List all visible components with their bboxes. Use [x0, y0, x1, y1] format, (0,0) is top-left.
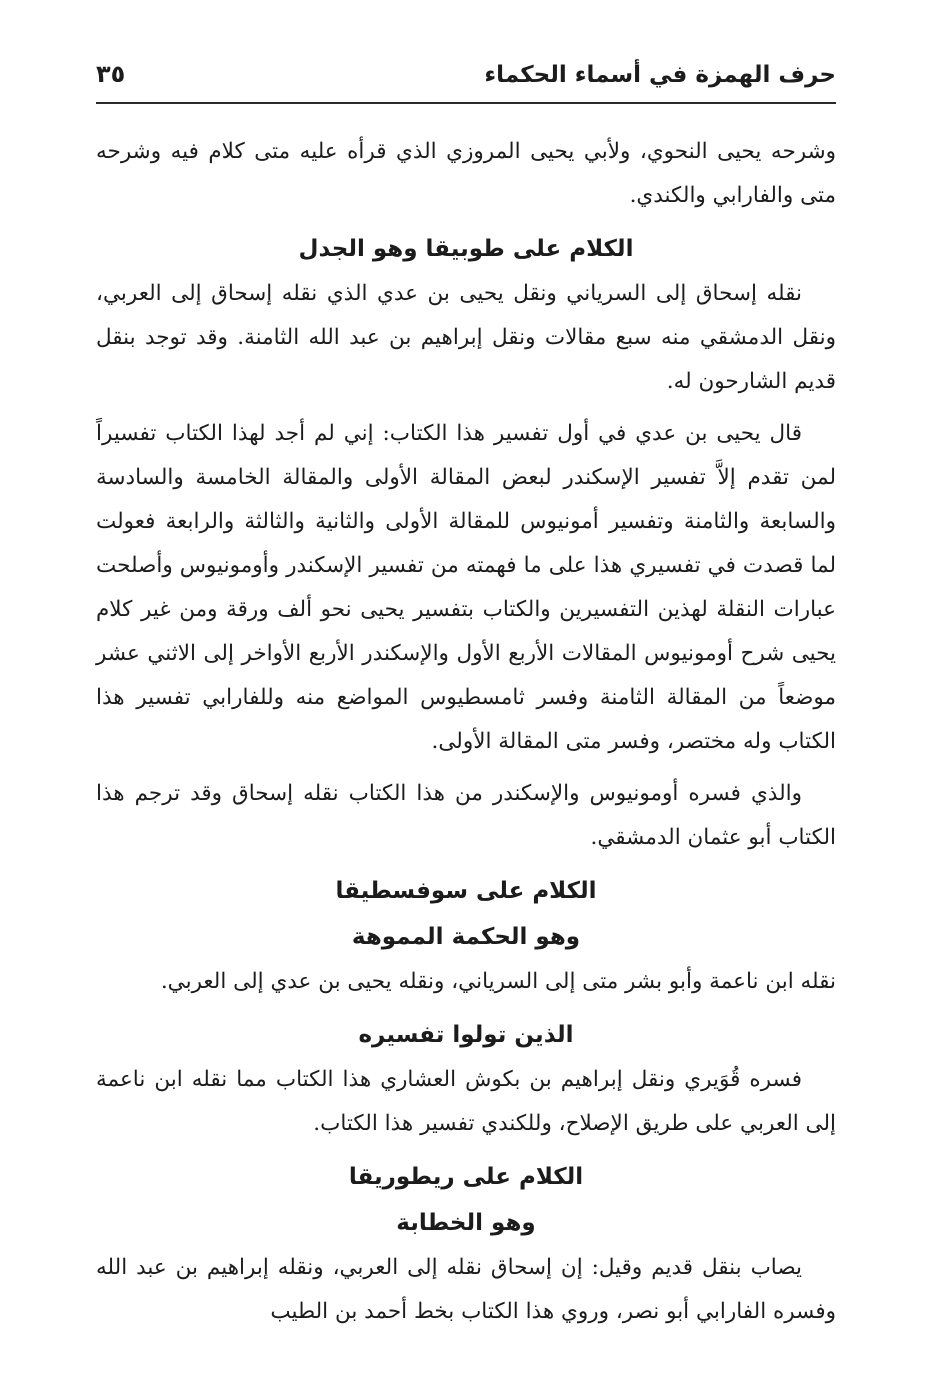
- section-subheading: وهو الحكمة المموهة: [351, 924, 581, 950]
- paragraph: فسره قُوَيري ونقل إبراهيم بن بكوش العشاري هذا الكتاب مما نقله ابن ناعمة إلى العربي على طريق الإصلاح، وللكندي تفسير هذا الكتاب.: [96, 1067, 836, 1136]
- section-heading: الكلام على طوبيقا وهو الجدل: [298, 236, 634, 262]
- section-heading: الكلام على ريطوريقا: [348, 1164, 584, 1190]
- page-body: [96, 130, 836, 1334]
- page-number: ٣٥: [96, 60, 126, 88]
- section-subheading: وهو الخطابة: [396, 1210, 536, 1236]
- paragraph: نقله إسحاق إلى السرياني ونقل يحيى بن عدي الذي نقله إسحاق إلى العربي، ونقل الدمشقي منه سبع مقالات ونقل إبراهيم بن عبد الله الثامنة. وقد توجد بنقل قديم الشارحون له.: [96, 281, 836, 394]
- paragraph: قال يحيى بن عدي في أول تفسير هذا الكتاب: إني لم أجد لهذا الكتاب تفسيراً لمن تقدم إلاَّ تفسير الإسكندر لبعض المقالة الأولى والمقالة الخامسة والسادسة والسابعة والثامنة وتفسير أمونيوس للمقالة الأولى والثانية والثالثة والرابعة فعولت لما قصدت في تفسيري هذا على ما فهمته من تفسير الإسكندر وأومونيوس وأصلحت عبارات النقلة لهذين التفسيرين والكتاب بتفسير يحيى نحو ألف ورقة ومن غير كلام يحيى شرح أومونيوس المقالات الأربع الأول والإسكندر الأربع الأواخر إلى الاثني عشر موضعاً من المقالة الثامنة وفسر ثامسطيوس المواضع منه وللفارابي تفسير هذا الكتاب وله مختصر، وفسر متى المقالة الأولى.: [96, 421, 836, 754]
- paragraph: والذي فسره أومونيوس والإسكندر من هذا الكتاب نقله إسحاق وقد ترجم هذا الكتاب أبو عثمان الدمشقي.: [96, 781, 836, 850]
- paragraph: نقله ابن ناعمة وأبو بشر متى إلى السرياني، ونقله يحيى بن عدي إلى العربي.: [160, 969, 836, 994]
- running-title: حرف الهمزة في أسماء الحكماء: [484, 62, 836, 88]
- section-heading: الذين تولوا تفسيره: [358, 1022, 574, 1048]
- running-header: [96, 62, 836, 104]
- paragraph: وشرحه يحيى النحوي، ولأبي يحيى المروزي الذي قرأه عليه متى كلام فيه وشرحه متى والفارابي والكندي.: [96, 139, 836, 208]
- paragraph: يصاب بنقل قديم وقيل: إن إسحاق نقله إلى العربي، ونقله إبراهيم بن عبد الله وفسره الفارابي أبو نصر، وروي هذا الكتاب بخط أحمد بن الطيب: [96, 1255, 836, 1324]
- section-heading: الكلام على سوفسطيقا: [335, 878, 597, 904]
